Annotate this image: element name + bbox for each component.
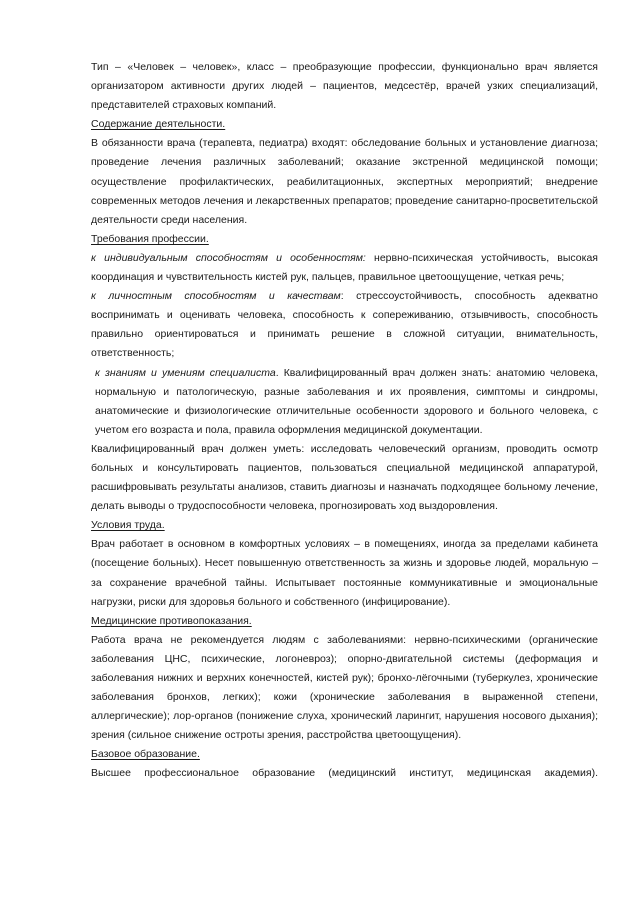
qualities-paragraph: [91, 287, 598, 363]
abilities-text: нервно-психическая устойчивость, высокая координация и чувствительность кистей рук, пальцев, правильное цветоощущение, четкая речь;: [91, 251, 598, 284]
knowledge-label: к знаниям и умениям специалиста: [95, 366, 276, 379]
intro-paragraph: Тип – «Человек – человек», класс – преобразующие профессии, функционально врач является организатором активности других людей – пациентов, медсестёр, врачей узких специализаций, представителей страховых компаний.: [91, 61, 598, 112]
section-heading-education: Базовое образование.: [91, 748, 200, 761]
section-heading-content: Содержание деятельности.: [91, 118, 226, 131]
section-heading-requirements: Требования профессии.: [91, 232, 209, 245]
knowledge-paragraph: [91, 364, 598, 440]
education-paragraph: Высшее профессиональное образование (медицинский институт, медицинская академия).: [91, 767, 598, 780]
content-paragraph: В обязанности врача (терапевта, педиатра) входят: обследование больных и установление диагноза; проведение лечения различных заболеваний; оказание экстренной медицинской помощи; осуществление профилактических, реабилитационных, экспертных мероприятий; внедрение современных методов лечения и лекарственных препаратов; проведение санитарно-просветительской деятельности среди населения.: [91, 137, 598, 226]
abilities-paragraph: [91, 249, 598, 287]
qualities-text: : стрессоустойчивость, способность адекватно воспринимать и оценивать человека, способность к сопереживанию, отзывчивость, способность правильно ориентироваться и принимать решение в сложной ситуации, внимательность, ответственность;: [91, 290, 598, 360]
section-heading-conditions: Условия труда.: [91, 519, 165, 532]
skills-paragraph: Квалифицированный врач должен уметь: исследовать человеческий организм, проводить осмотр больных и консультировать пациентов, пользоваться специальной медицинской аппаратурой, расшифровывать результаты анализов, ставить диагнозы и назначать подходящее больному лечение, делать выводы о трудоспособности человека, прогнозировать ход выздоровления.: [91, 442, 598, 513]
qualities-label: к личностным способностям и качествам: [91, 290, 341, 303]
abilities-label: к индивидуальным способностям и особенностям:: [91, 251, 366, 264]
knowledge-text: . Квалифицированный врач должен знать: анатомию человека, нормальную и патологическую, разные заболевания и их проявления, симптомы и синдромы, анатомические и физиологические отличительные особенности здорового и больного человека, с учетом его возраста и пола, правила оформления медицинской документации.: [95, 366, 598, 436]
conditions-paragraph: Врач работает в основном в комфортных условиях – в помещениях, иногда за пределами кабинета (посещение больных). Несет повышенную ответственность за жизнь и здоровье людей, моральную – за сохранение врачебной тайны. Испытывает постоянные коммуникативные и эмоциональные нагрузки, риски для здоровья больного и собственного (инфицирование).: [91, 538, 598, 608]
section-heading-contraindications: Медицинские противопоказания.: [91, 614, 252, 627]
contraindications-paragraph: Работа врача не рекомендуется людям с заболеваниями: нервно-психическими (органические заболевания ЦНС, психические, логоневроз); опорно-двигательной системы (деформация и заболевания нижних и верхних конечностей, кистей рук); бронхо-лёгочными (туберкулез, хронические заболевания бронхов, легких); кожи (хронические заболевания в выраженной степени, аллергические); лор-органов (понижение слуха, хронический ларингит, нарушения носового дыхания); зрения (сильное снижение остроты зрения, расстройства цветоощущения).: [91, 633, 598, 742]
